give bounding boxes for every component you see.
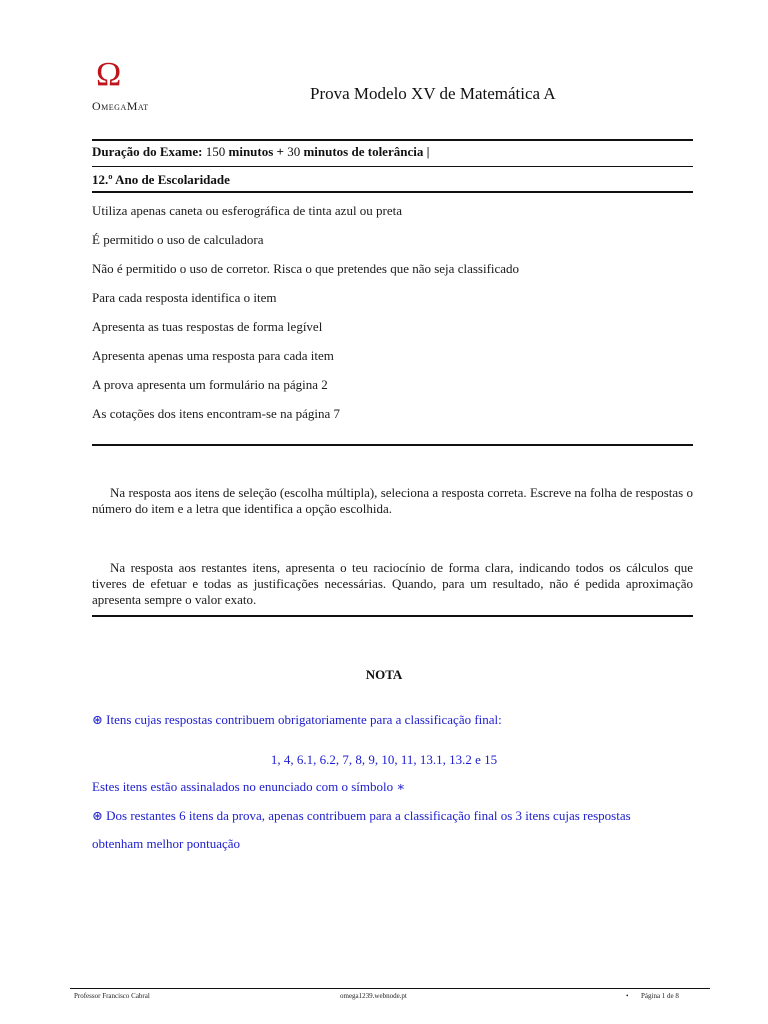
nota-heading: NOTA bbox=[365, 667, 403, 682]
instruction-item: Apresenta as tuas respostas de forma legível bbox=[92, 319, 323, 334]
paragraph-open-answer: Na resposta aos restantes itens, apresenta o teu raciocínio de forma clara, indicando todos os cálculos que tiveres de efetuar e todas as justificações necessárias. Quando, para um resultado, não é pedida aproximação apresenta sempre o valor exato. bbox=[92, 560, 693, 607]
instruction-item: A prova apresenta um formulário na página 2 bbox=[92, 377, 328, 392]
instruction-item: Apresenta apenas uma resposta para cada item bbox=[92, 348, 334, 363]
logo-omega-icon: Ω bbox=[96, 56, 122, 93]
footer-divider bbox=[70, 988, 710, 989]
exam-duration: Duração do Exame: 150 minutos + 30 minutos de tolerância | bbox=[92, 144, 430, 159]
footer-page-number: Página 1 de 8 bbox=[641, 992, 679, 1000]
footer-website: omega1239.webnode.pt bbox=[340, 992, 407, 1000]
nota-item-optional: ⊛ Dos restantes 6 itens da prova, apenas contribuem para a classificação final os 3 itens cujas respostas bbox=[92, 808, 631, 823]
bullet-icon: ⊛ bbox=[92, 712, 103, 727]
instruction-item: As cotações dos itens encontram-se na página 7 bbox=[92, 406, 341, 421]
instruction-item: Para cada resposta identifica o item bbox=[92, 290, 277, 305]
nota-item-mandatory: ⊛ Itens cujas respostas contribuem obrigatoriamente para a classificação final: bbox=[92, 712, 502, 727]
nota-item-optional-cont: obtenham melhor pontuação bbox=[92, 836, 241, 851]
divider bbox=[92, 444, 693, 446]
paragraph-multiple-choice: Na resposta aos itens de seleção (escolha múltipla), seleciona a resposta correta. Escreve na folha de respostas o número do item e a letra que identifica a opção escolhida. bbox=[92, 485, 693, 516]
page-title: Prova Modelo XV de Matemática A bbox=[310, 84, 556, 103]
marker-note: Estes itens estão assinalados no enunciado com o símbolo ∗ bbox=[92, 779, 406, 794]
instruction-item: Utiliza apenas caneta ou esferográfica de tinta azul ou preta bbox=[92, 203, 403, 218]
divider bbox=[92, 191, 693, 193]
bullet-icon: ⊛ bbox=[92, 808, 103, 823]
divider bbox=[92, 139, 693, 141]
footer-bullet-icon: • bbox=[626, 992, 629, 1000]
instruction-item: É permitido o uso de calculadora bbox=[92, 232, 264, 247]
mandatory-item-list: 1, 4, 6.1, 6.2, 7, 8, 9, 10, 11, 13.1, 13.2 e 15 bbox=[270, 752, 498, 767]
footer-author: Professor Francisco Cabral bbox=[74, 992, 150, 1000]
instruction-item: Não é permitido o uso de corretor. Risca o que pretendes que não seja classificado bbox=[92, 261, 520, 276]
grade-level: 12.º Ano de Escolaridade bbox=[92, 172, 230, 187]
logo-name: OmegaMat bbox=[92, 99, 149, 113]
divider bbox=[92, 166, 693, 167]
divider bbox=[92, 615, 693, 617]
